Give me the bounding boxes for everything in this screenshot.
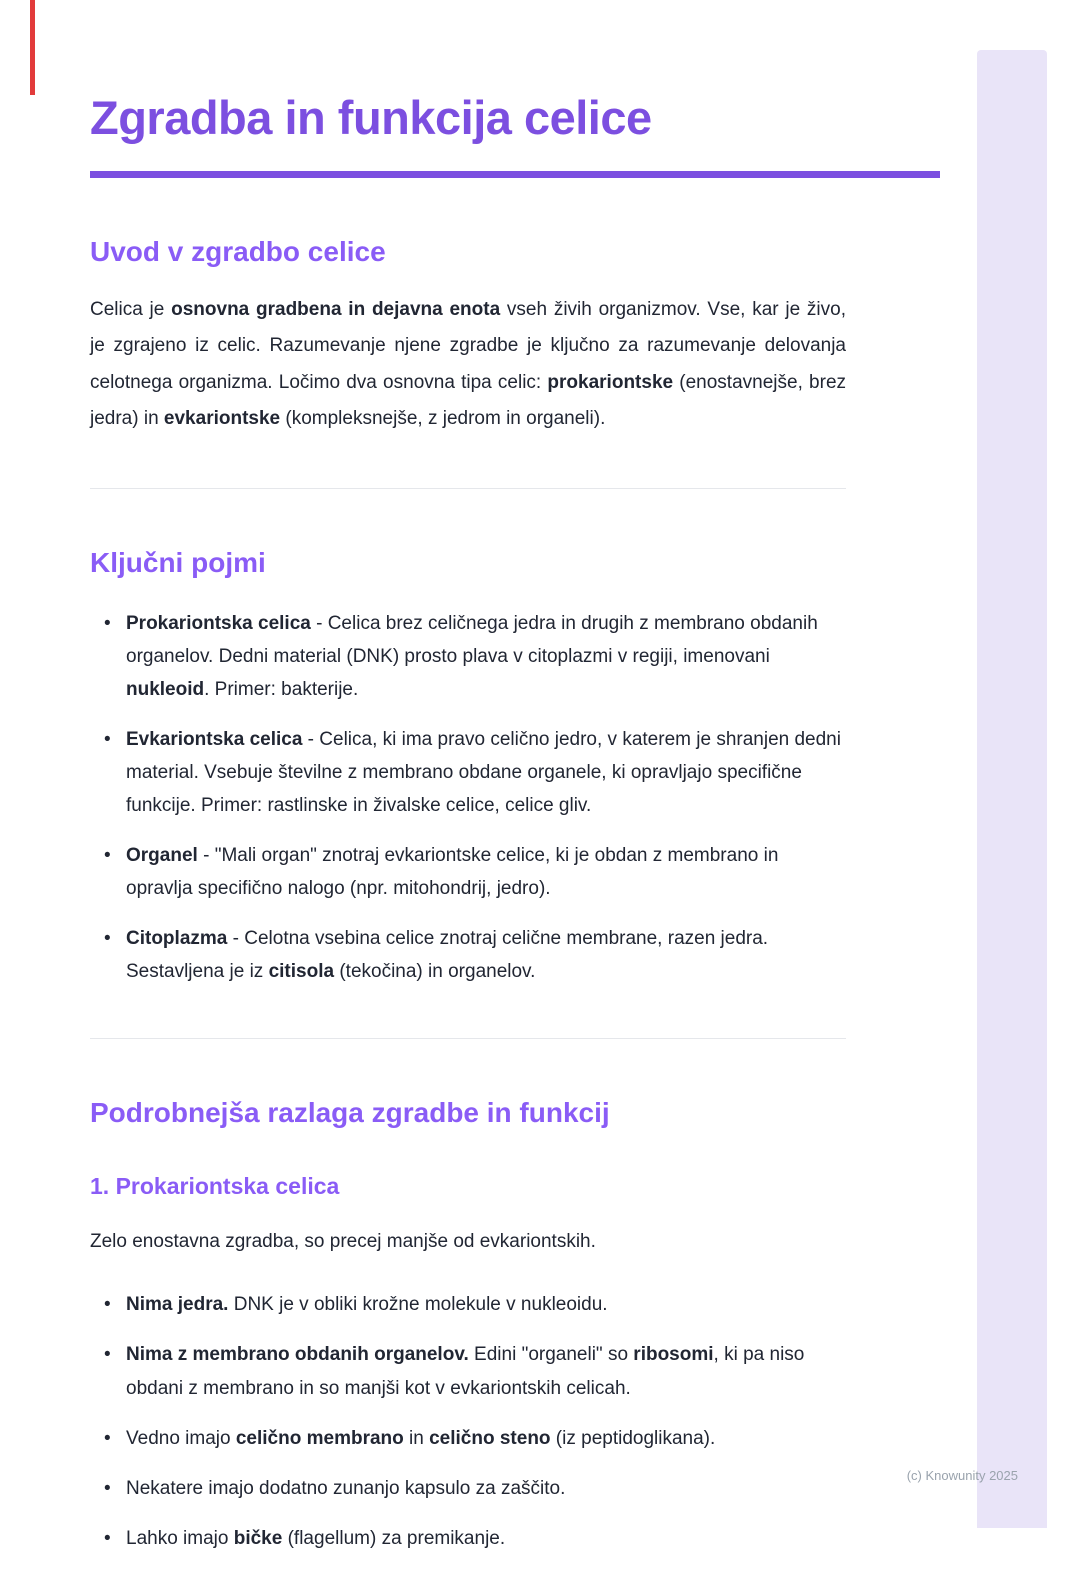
red-accent-mark	[30, 0, 35, 95]
list-item: • Nima jedra. DNK je v obliki krožne molekule v nukleoidu.	[126, 1288, 846, 1321]
list-item: • Organel - "Mali organ" znotraj evkariontske celice, ki je obdan z membrano in opravlja specifično nalogo (npr. mitohondrij, jedro).	[126, 839, 846, 905]
section-divider	[90, 488, 846, 489]
intro-heading: Uvod v zgradbo celice	[90, 235, 386, 267]
list-item: • Vedno imajo celično membrano in celično steno (iz peptidoglikana).	[126, 1422, 846, 1455]
title-underline	[90, 171, 940, 178]
list-item: • Citoplazma - Celotna vsebina celice znotraj celične membrane, razen jedra. Sestavljena je iz citisola (tekočina) in organelov.	[126, 922, 846, 988]
list-item: • Nekatere imajo dodatno zunanjo kapsulo za zaščito.	[126, 1472, 846, 1505]
details-sub-heading: 1. Prokariontska celica	[90, 1172, 340, 1199]
document-content	[90, 92, 846, 1572]
list-item: • Prokariontska celica - Celica brez celičnega jedra in drugih z membrano obdanih organelov. Dedni material (DNK) prosto plava v citoplazmi v regiji, imenovani nukleoid. Primer: bakterije.	[126, 607, 846, 706]
section-key-terms	[90, 547, 846, 988]
section-divider	[90, 1038, 846, 1039]
key-terms-list	[90, 607, 846, 988]
page-title: Zgradba in funkcija celice	[90, 91, 652, 144]
list-item: • Lahko imajo bičke (flagellum) za premikanje.	[126, 1522, 846, 1555]
details-paragraph: Zelo enostavna zgradba, so precej manjše od evkariontskih.	[90, 1230, 596, 1252]
details-list	[90, 1288, 846, 1554]
page-side-strip	[977, 50, 1047, 1528]
list-item: • Evkariontska celica - Celica, ki ima pravo celično jedro, v katerem je shranjen dedni material. Vsebuje številne z membrano obdane organele, ki opravljajo specifične funkcije. Primer: rastlinske in živalske celice, celice gliv.	[126, 723, 846, 822]
intro-paragraph: Celica je osnovna gradbena in dejavna enota vseh živih organizmov. Vse, kar je živo, je zgrajeno iz celic. Razumevanje njene zgradbe je ključno za razumevanje delovanja celotnega organizma. Ločimo dva osnovna tipa celic: prokariontske (enostavnejše, brez jedra) in evkariontske (kompleksnejše, z jedrom in organeli).	[90, 298, 847, 430]
section-details	[90, 1097, 846, 1555]
details-heading: Podrobnejša razlaga zgradbe in funkcij	[90, 1096, 610, 1128]
list-item: • Nima z membrano obdanih organelov. Edini "organeli" so ribosomi, ki pa niso obdani z membrano in so manjši kot v evkariontskih celicah.	[126, 1338, 846, 1404]
key-terms-heading: Ključni pojmi	[90, 546, 266, 578]
copyright-note: (c) Knowunity 2025	[906, 1468, 1018, 1483]
section-intro	[90, 236, 846, 438]
